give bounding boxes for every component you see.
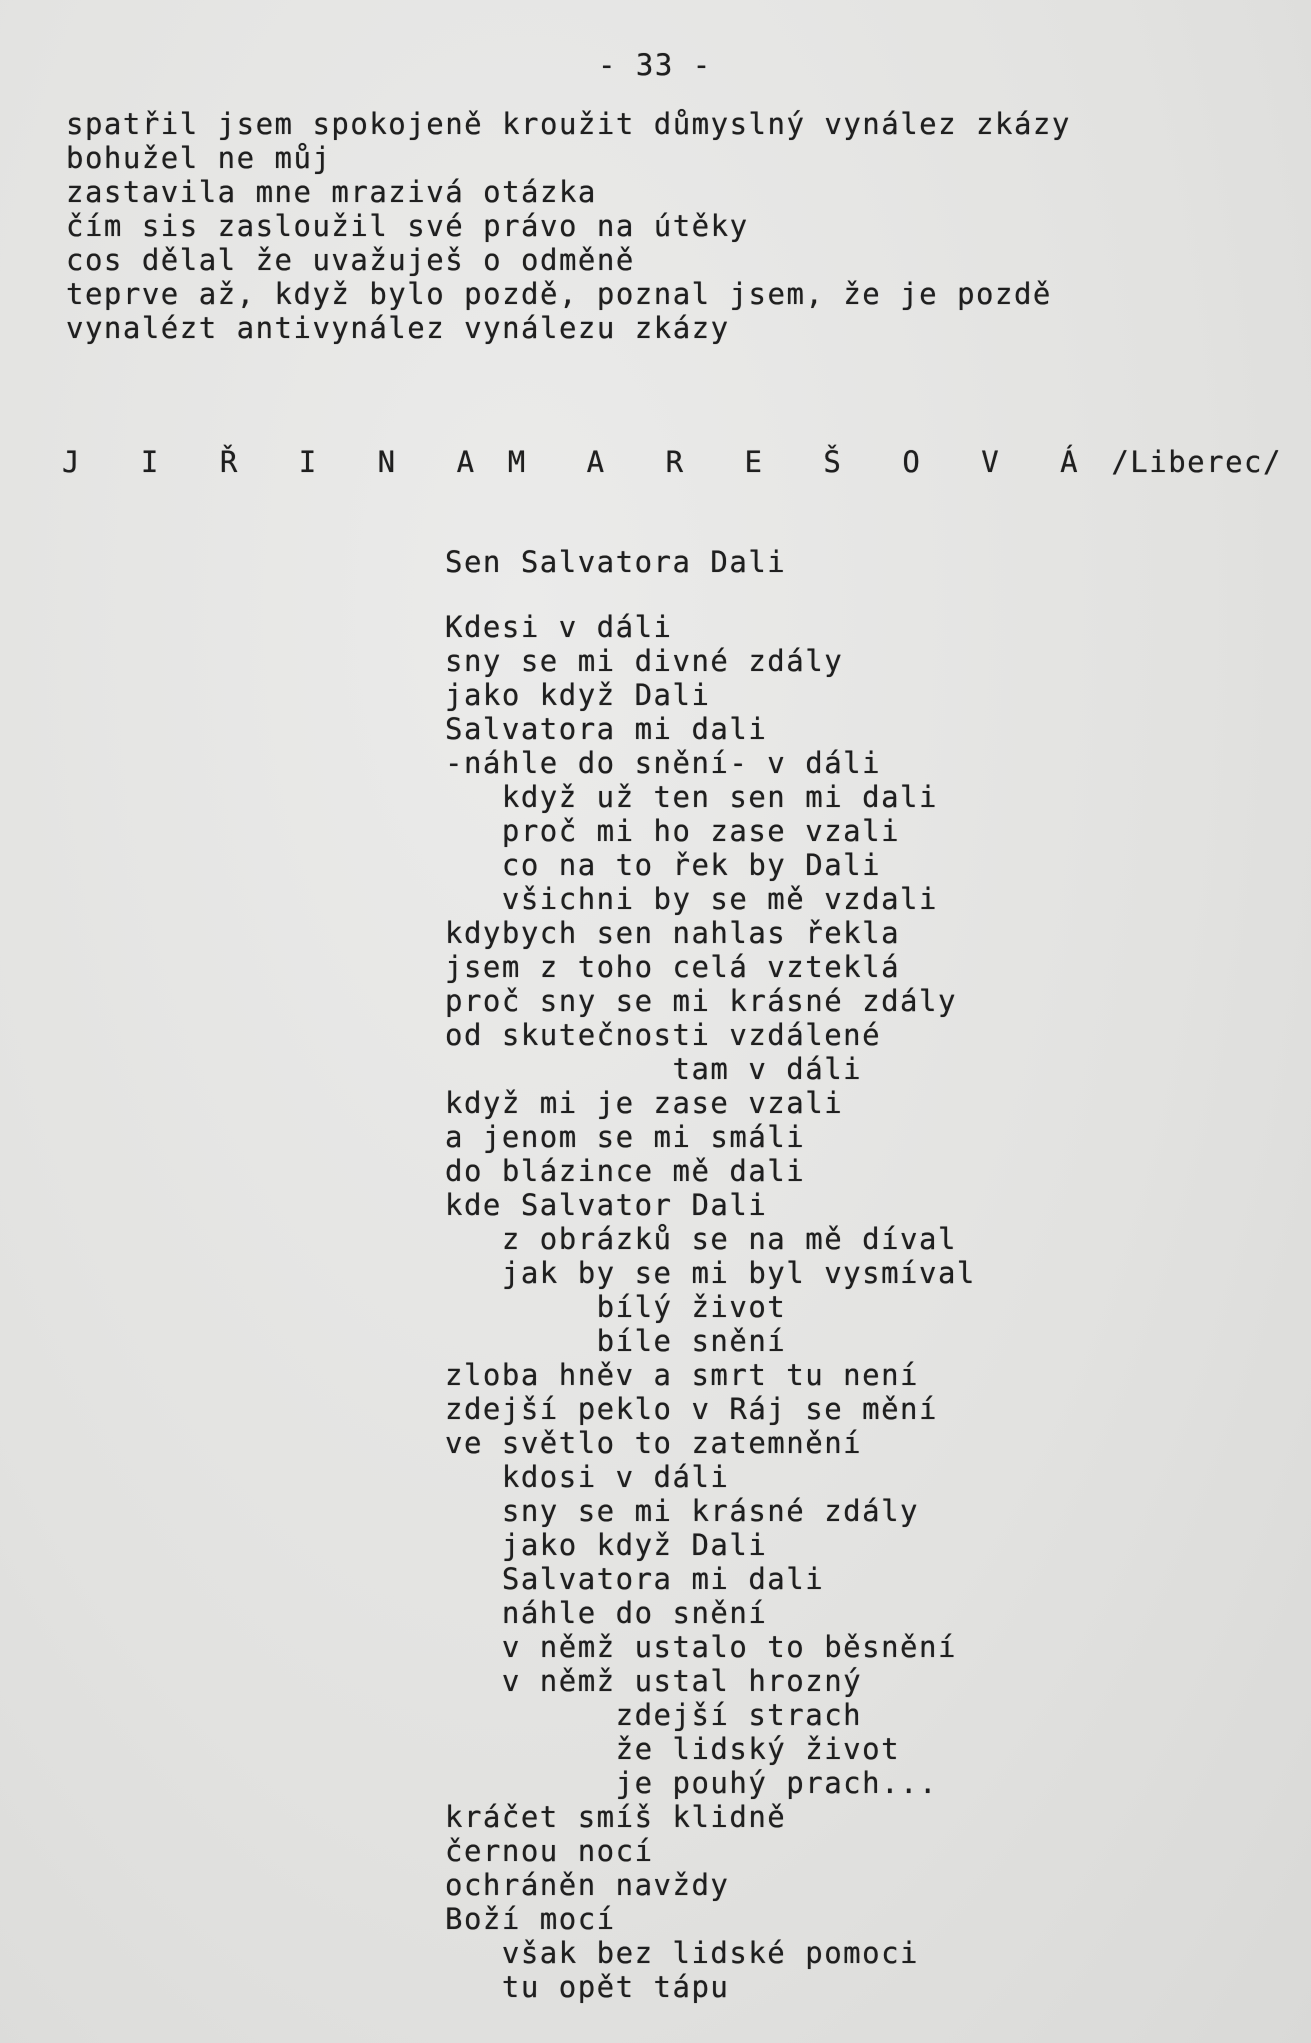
- poem-line: v němž ustal hrozný: [445, 1664, 863, 1698]
- poem-line: jsem z toho celá vzteklá: [445, 950, 901, 984]
- previous-poem-ending: [66, 107, 1071, 345]
- poem-line: všichni by se mě vzdali: [445, 882, 938, 916]
- poem-line: kde Salvator Dali: [445, 1188, 768, 1222]
- poem-body: [445, 610, 976, 2004]
- author-line: [62, 445, 1282, 479]
- poem-line: sny se mi krásné zdály: [445, 1494, 919, 1528]
- poem-line: kdybych sen nahlas řekla: [445, 916, 901, 950]
- poem-line: proč sny se mi krásné zdály: [445, 984, 957, 1018]
- poem-line: Boží mocí: [445, 1902, 616, 1936]
- previous-poem-line: čím sis zasloužil své právo na útěky: [66, 209, 749, 243]
- poem-line: kdosi v dáli: [445, 1460, 730, 1494]
- poem-line: bílý život: [445, 1290, 787, 1324]
- poem-line: když už ten sen mi dali: [445, 780, 938, 814]
- poem-title: Sen Salvatora Dali: [445, 545, 787, 579]
- author-first-name: J I Ř I N A: [62, 445, 497, 479]
- poem-line: jako když Dali: [445, 678, 711, 712]
- poem-line: z obrázků se na mě díval: [445, 1222, 957, 1256]
- poem-line: ve světlo to zatemnění: [445, 1426, 863, 1460]
- poem-line: když mi je zase vzali: [445, 1086, 844, 1120]
- poem-line: zdejší peklo v Ráj se mění: [445, 1392, 938, 1426]
- poem-line: Salvatora mi dali: [445, 712, 768, 746]
- author-last-name: M A R E Š O V Á: [507, 445, 1100, 479]
- previous-poem-line: cos dělal že uvažuješ o odměně: [66, 243, 635, 277]
- poem-line: ochráněn navždy: [445, 1868, 730, 1902]
- previous-poem-line: bohužel ne můj: [66, 141, 332, 175]
- page-number: - 33 -: [598, 48, 712, 82]
- poem-line: kráčet smíš klidně: [445, 1800, 787, 1834]
- poem-line: zloba hněv a smrt tu není: [445, 1358, 919, 1392]
- poem-line: jako když Dali: [445, 1528, 768, 1562]
- poem-line: náhle do snění: [445, 1596, 768, 1630]
- poem-line: však bez lidské pomoci: [445, 1936, 919, 1970]
- previous-poem-line: spatřil jsem spokojeně kroužit důmyslný vynález zkázy: [66, 107, 1071, 141]
- previous-poem-line: teprve až, když bylo pozdě, poznal jsem, že je pozdě: [66, 277, 1052, 311]
- poem-line: bíle snění: [445, 1324, 787, 1358]
- poem-line: a jenom se mi smáli: [445, 1120, 806, 1154]
- poem-line: co na to řek by Dali: [445, 848, 882, 882]
- poem-line: od skutečnosti vzdálené: [445, 1018, 882, 1052]
- previous-poem-line: vynalézt antivynález vynálezu zkázy: [66, 311, 730, 345]
- poem-line: -náhle do snění- v dáli: [445, 746, 882, 780]
- poem-line: je pouhý prach...: [445, 1766, 938, 1800]
- poem-line: zdejší strach: [445, 1698, 863, 1732]
- author-city: /Liberec/: [1111, 445, 1282, 479]
- previous-poem-line: zastavila mne mrazivá otázka: [66, 175, 597, 209]
- poem-line: jak by se mi byl vysmíval: [445, 1256, 976, 1290]
- poem-line: Kdesi v dáli: [445, 610, 673, 644]
- poem-line: Salvatora mi dali: [445, 1562, 825, 1596]
- poem-line: že lidský život: [445, 1732, 901, 1766]
- poem-line: v němž ustalo to běsnění: [445, 1630, 957, 1664]
- poem-line: sny se mi divné zdály: [445, 644, 844, 678]
- poem-line: tam v dáli: [445, 1052, 863, 1086]
- poem-line: proč mi ho zase vzali: [445, 814, 901, 848]
- poem-line: černou nocí: [445, 1834, 654, 1868]
- poem-line: tu opět tápu: [445, 1970, 730, 2004]
- poem-line: do blázince mě dali: [445, 1154, 806, 1188]
